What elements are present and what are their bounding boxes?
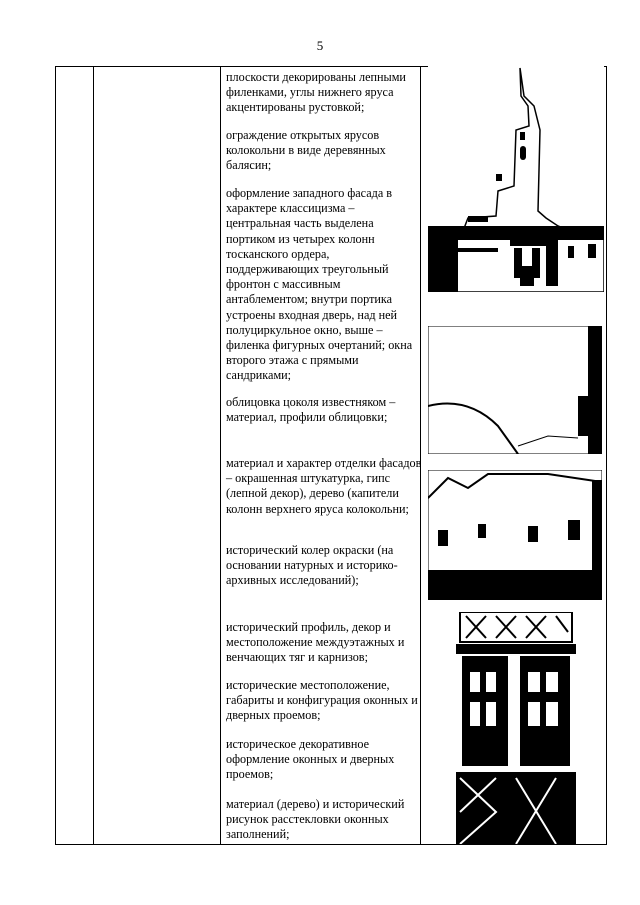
paragraph-facade-finish: материал и характер отделки фасадов – окрашенная штукатурка, гипс (лепной декор), дерево (капители колонн верхнего яруса колокольни; [226,456,422,516]
window-decor-photo [456,612,576,844]
paragraph-paint-colour: исторический колер окраски (на основании натурных и историко-архивных исследований); [226,543,398,588]
paragraph-pilaster-decor: плоскости декорированы лепными филенками, углы нижнего яруса акцентированы рустовкой; [226,70,406,115]
bell-tower-photo [428,66,604,292]
paragraph-plinth-cladding: облицовка цоколя известняком – материал, профили облицовки; [226,395,396,425]
column-divider [93,67,94,844]
paragraph-belfry-railing: ограждение открытых ярусов колокольни в виде деревянных балясин; [226,128,386,173]
paragraph-cornices: исторический профиль, декор и местоположение междуэтажных и венчающих тяг и карнизов; [226,620,405,665]
paragraph-west-facade: оформление западного фасада в характере классицизма – центральная часть выделена портиком из четырех колонн тосканского ордера, поддерживающих треугольный фронтон с массивным антаблементом; внутри портика устроены входная дверь, над ней полуциркульное окно, выше – филенка фигурных очертаний; окна второго этажа с прямыми сандриками; [226,186,413,383]
paragraph-openings: исторические местоположение, габариты и конфигурация оконных и дверных проемов; [226,678,418,723]
paragraph-opening-decor: историческое декоративное оформление оконных и дверных проемов; [226,737,395,782]
column-divider [220,67,221,844]
page-number: 5 [316,38,324,53]
paragraph-window-glazing: материал (дерево) и исторический рисунок расстекловки оконных заполнений; [226,797,405,842]
plinth-photo [428,326,602,454]
facade-finish-photo [428,470,602,600]
